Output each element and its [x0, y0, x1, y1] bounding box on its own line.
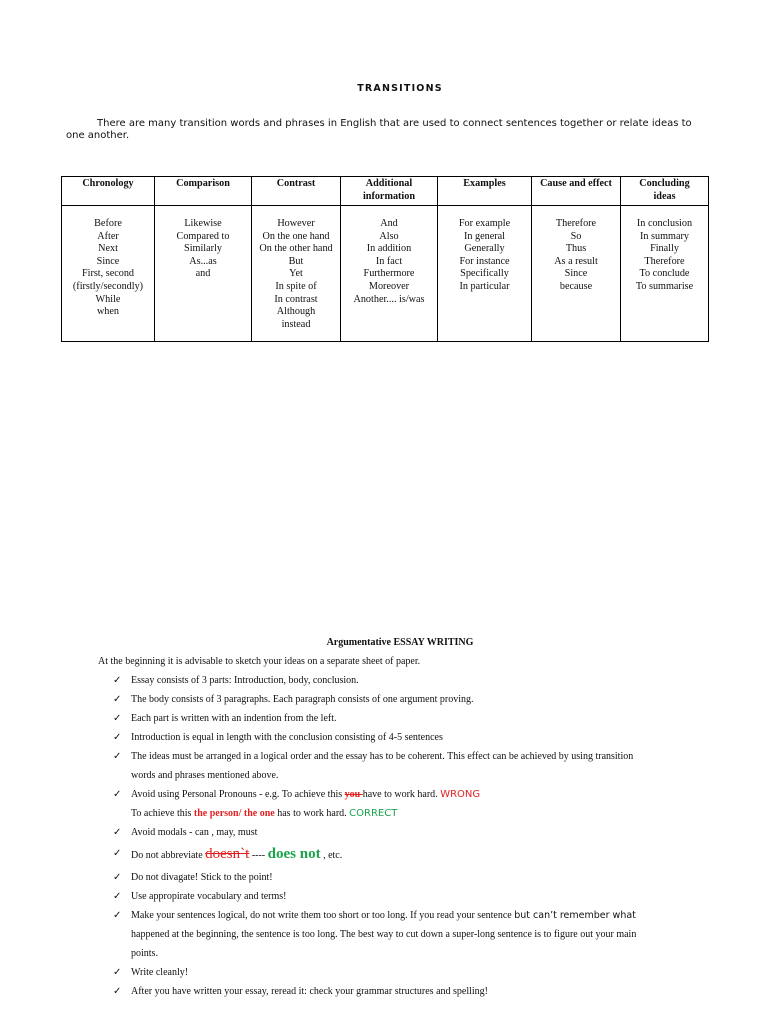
column-cause-and-effect: Therefore So Thus As a result Since because: [532, 206, 621, 342]
column-concluding-ideas: In conclusion In summary Finally Therefore To conclude To summarise: [621, 206, 709, 342]
struck-word: you: [344, 789, 363, 800]
list-item: ✓ Make your sentences logical, do not write them too short or too long. If you read your sentence but can’t remember what happened at the beginning, the sentence is too long. The best way to cut down a super-long sentence is to figure out your main points.: [131, 906, 701, 963]
check-icon: ✓: [113, 910, 122, 921]
column-examples: For example In general Generally For instance Specifically In particular: [438, 206, 532, 342]
full-form-example: does not: [267, 846, 321, 862]
wrong-label: WRONG: [440, 789, 481, 800]
table-row: [62, 206, 709, 342]
list-item: ✓ Each part is written with an indention from the left.: [131, 709, 701, 728]
header-additional-information: Additional information: [341, 177, 438, 206]
list-item: ✓ Do not divagate! Stick to the point!: [131, 868, 701, 887]
check-icon: ✓: [113, 891, 122, 902]
list-item: ✓ Write cleanly!: [131, 963, 701, 982]
header-examples: Examples: [438, 177, 532, 206]
check-icon: ✓: [113, 789, 122, 800]
check-icon: ✓: [113, 694, 122, 705]
check-icon: ✓: [113, 675, 122, 686]
transitions-table: [61, 176, 709, 342]
list-item: ✓ Essay consists of 3 parts: Introduction, body, conclusion.: [131, 671, 701, 690]
table-header-row: [62, 177, 709, 206]
column-comparison: Likewise Compared to Similarly As...as and: [155, 206, 252, 342]
header-comparison: Comparison: [155, 177, 252, 206]
page-title: TRANSITIONS: [357, 83, 443, 94]
column-chronology: Before After Next Since First, second (firstly/secondly) While when: [62, 206, 155, 342]
check-icon: ✓: [113, 967, 122, 978]
check-icon: ✓: [113, 732, 122, 743]
list-item: ✓ Use appropirate vocabulary and terms!: [131, 887, 701, 906]
list-item: ✓ Avoid using Personal Pronouns - e.g. To achieve this you have to work hard. WRONG To achieve this the person/ the one has to work hard. CORRECT: [131, 785, 701, 823]
header-chronology: Chronology: [62, 177, 155, 206]
list-item: ✓ The ideas must be arranged in a logical order and the essay has to be coherent. This effect can be achieved by using transition words and phrases mentioned above.: [131, 747, 701, 785]
column-contrast: However On the one hand On the other hand But Yet In spite of In contrast Although instead: [252, 206, 341, 342]
header-contrast: Contrast: [252, 177, 341, 206]
header-cause-and-effect: Cause and effect: [532, 177, 621, 206]
check-icon: ✓: [113, 751, 122, 762]
list-item: ✓ Do not abbreviate doesn`t ---- does not , etc.: [131, 842, 701, 868]
check-icon: ✓: [113, 986, 122, 997]
header-concluding-ideas: Concluding ideas: [621, 177, 709, 206]
check-icon: ✓: [113, 848, 122, 859]
list-item: ✓ After you have written your essay, reread it: check your grammar structures and spelling!: [131, 982, 701, 1001]
essay-rules-list: [113, 671, 701, 1001]
correct-label: CORRECT: [349, 808, 398, 819]
abbreviation-example: doesn`t: [205, 846, 250, 862]
column-additional-information: And Also In addition In fact Furthermore Moreover Another.... is/was: [341, 206, 438, 342]
check-icon: ✓: [113, 872, 122, 883]
intro-paragraph: There are many transition words and phrases in English that are used to connect sentences together or relate ideas to one another.: [66, 118, 692, 141]
correct-phrase: the person/ the one: [193, 808, 275, 819]
essay-title: Argumentative ESSAY WRITING: [326, 637, 474, 648]
list-item: ✓ Introduction is equal in length with the conclusion consisting of 4-5 sentences: [131, 728, 701, 747]
list-item: ✓ The body consists of 3 paragraphs. Each paragraph consists of one argument proving.: [131, 690, 701, 709]
check-icon: ✓: [113, 713, 122, 724]
check-icon: ✓: [113, 827, 122, 838]
essay-intro: At the beginning it is advisable to sketch your ideas on a separate sheet of paper.: [98, 656, 421, 667]
list-item: ✓ Avoid modals - can , may, must: [131, 823, 701, 842]
